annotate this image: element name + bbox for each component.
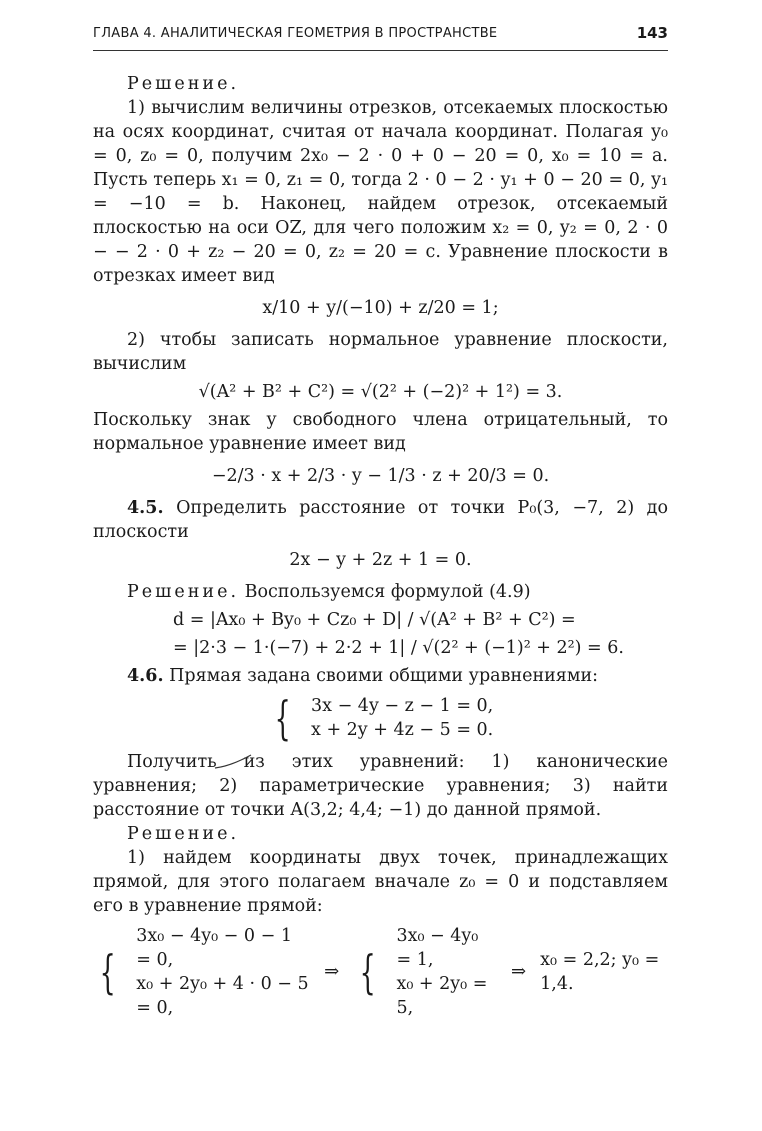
implies-arrow: ⇒ <box>511 961 527 982</box>
page-body <box>93 72 668 1026</box>
system-equation: x + 2y + 4z − 5 = 0. <box>311 720 494 740</box>
problem-4-6 <box>93 664 668 688</box>
paragraph-sign: Поскольку знак у свободного члена отрицательный, то нормальное уравнение имеет вид <box>93 410 668 454</box>
solution-heading: Решение. <box>127 74 240 94</box>
problem-number: 4.5. <box>127 498 164 518</box>
problem-number: 4.6. <box>127 666 164 686</box>
implies-arrow: ⇒ <box>324 961 340 982</box>
equation-norm: √(A² + B² + C²) = √(2² + (−2)² + 1²) = 3. <box>198 382 563 402</box>
problem-4-5 <box>93 496 668 544</box>
paragraph-normal-equation: 2) чтобы записать нормальное уравнение плоскости, вычислим <box>93 330 668 374</box>
equation-chain <box>93 924 668 1020</box>
problem-text: Определить расстояние от точки P₀(3, −7, 2) до плоскости <box>93 498 668 542</box>
solution-text: Воспользуемся формулой (4.9) <box>244 582 531 602</box>
result-values: x₀ = 2,2; y₀ = 1,4. <box>540 950 660 994</box>
system-equation: 3x₀ − 4y₀ − 0 − 1 = 0, <box>136 926 292 970</box>
brace-icon: { <box>99 945 116 999</box>
paragraph-points: 1) найдем координаты двух точек, принадлежащих прямой, для этого полагаем вначале z₀ = 0 и подставляем его в уравнение прямой: <box>93 848 668 916</box>
equation-normal-form: −2/3 · x + 2/3 · y − 1/3 · z + 20/3 = 0. <box>211 466 550 486</box>
pen-mark-icon <box>213 752 253 772</box>
system-lines <box>136 924 310 1020</box>
solution-heading: Решение. <box>127 582 240 602</box>
equation-plane: 2x − y + 2z + 1 = 0. <box>289 550 472 570</box>
system-equation: x₀ + 2y₀ + 4 · 0 − 5 = 0, <box>136 974 309 1018</box>
problem-text: Прямая задана своими общими уравнениями: <box>169 666 599 686</box>
running-head: ГЛАВА 4. АНАЛИТИЧЕСКАЯ ГЕОМЕТРИЯ В ПРОСТРАНСТВЕ <box>93 26 498 41</box>
page-number: 143 <box>636 24 668 42</box>
system-lines <box>311 694 493 742</box>
system-lines <box>396 924 497 1020</box>
paragraph-task: Получить из этих уравнений: 1) канонические уравнения; 2) параметрические уравнения; 3) найти расстояние от точки A(3,2; 4,4; −1) до данной прямой. <box>93 752 668 820</box>
solution-4-5 <box>93 580 668 604</box>
system-equation: 3x₀ − 4y₀ = 1, <box>396 926 479 970</box>
system-equation: x₀ + 2y₀ = 5, <box>396 974 488 1018</box>
equation-distance-formula: d = |Ax₀ + By₀ + Cz₀ + D| / √(A² + B² + C²) = <box>173 610 576 630</box>
solution-heading: Решение. <box>127 824 240 844</box>
brace-icon: { <box>359 945 376 999</box>
brace-icon: { <box>274 691 291 745</box>
paragraph-intercepts: 1) вычислим величины отрезков, отсекаемых плоскостью на осях координат, считая от начала координат. Полагая y₀ = 0, z₀ = 0, получим 2x₀ − 2 · 0 + 0 − 20 = 0, x₀ = 10 = a. Пусть теперь x₁ = 0, z₁ = 0, тогда 2 · 0 − 2 · y₁ + 0 − 20 = 0, y₁ = −10 = b. Наконец, найдем отрезок, отсекаемый плоскостью на оси OZ, для чего положим x₂ = 0, y₂ = 0, 2 · 0 − − 2 · 0 + z₂ − 20 = 0, z₂ = 20 = c. Уравнение плоскости в отрезках имеет вид <box>93 98 668 286</box>
system-equation: 3x − 4y − z − 1 = 0, <box>311 696 494 716</box>
equation-intercept-form: x/10 + y/(−10) + z/20 = 1; <box>262 298 499 318</box>
page-header <box>93 22 668 51</box>
equation-distance-value: = |2·3 − 1·(−7) + 2·2 + 1| / √(2² + (−1)² + 2²) = 6. <box>173 638 624 658</box>
equation-system-line <box>93 691 668 745</box>
